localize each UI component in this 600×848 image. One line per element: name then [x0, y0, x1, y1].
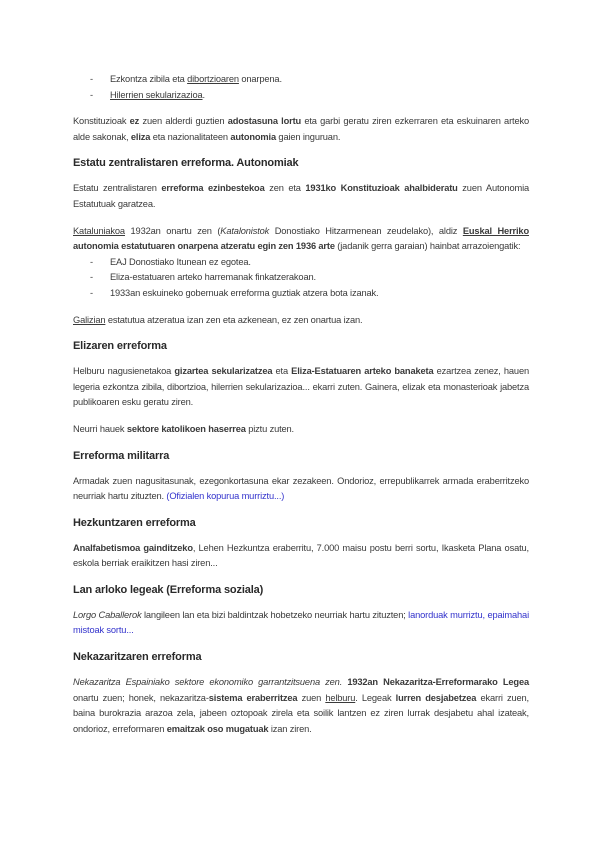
list-item: - Eliza-estatuaren arteko harremanak finkatzerakoan.	[73, 270, 529, 286]
list-item	[73, 72, 529, 88]
list-item: - 1933an eskuineko gobernuak erreforma guztiak atzera bota izanak.	[73, 286, 529, 302]
paragraph-konstituzioa: Konstituzioak ez zuen alderdi guztien adostasuna lortu eta garbi geratu ziren ezkerraren eta eskuinaren arteko alde sakonak, eliza eta nazionalitateen autonomia gaien inguruan.	[73, 116, 529, 142]
paragraph-eliza: Helburu nagusienetakoa gizartea sekularizatzea eta Eliza-Estatuaren arteko banaketa ezartzea zenez, hauen legeria ezkontza zibila, dibortzioa, hilerrien sekularizazioa... ekarri zuten. Gainera, elizak eta monasterioak jabetza publikoaren esku geratu ziren.	[73, 366, 529, 408]
paragraph-hezkuntza: Analfabetismoa gainditzeko, Lehen Hezkuntza eraberritu, 7.000 maisu postu berri sortu, Ikasketa Plana osatu, eskola berriak eraikitzen hasi ziren...	[73, 542, 529, 569]
list-item	[73, 88, 529, 104]
section-heading-lan: Lan arloko legeak (Erreforma soziala)	[73, 583, 264, 596]
ofizialen-note: (Ofizialen kopurua murriztu...)	[166, 491, 285, 502]
reform-list	[73, 72, 529, 103]
hilerri-link[interactable]: Hilerrien sekularizazioa	[110, 89, 203, 100]
section-heading-estatu: Estatu zentralistaren erreforma. Autonomiak	[73, 157, 299, 170]
paragraph-militarra: Armadak zuen nagusitasunak, ezegonkortasuna ekar zezakeen. Ondorioz, errepublikarrek armada eraberritzeko neurriak hartu zituzten. (Ofizialen kopurua murriztu...)	[73, 475, 529, 502]
galizia-link[interactable]: Galizian	[73, 314, 106, 325]
dibortzio-link[interactable]: dibortzioaren	[187, 74, 239, 84]
paragraph-lan: Lorgo Caballerok langileen lan eta bizi baldintzak hobetzeko neurriak hartu zituzten; lanorduak murriztu, epaimahai mistoak sortu...	[73, 609, 529, 636]
paragraph-nekazaritza: Nekazaritza Espainiako sektore ekonomiko garrantzitsuena zen. 1932an Nekazaritza-Erreformarako Legea onartu zuen; honek, nekazaritza-sistema eraberritzea zuen helburu. Legeak lurren desjabetzea ekarri zuen, baina burokrazia arazoa zela, jabeen oztopoak zirela eta soilik lantzen ez ziren lurrak desjabetu ahal izateak, ondorioz, erreformaren emaitzak oso mugatuak izan ziren.	[73, 677, 530, 734]
list-item-text: Ezkontza zibila eta	[110, 74, 188, 84]
paragraph-galizia: Galizian estatutua atzeratua izan zen eta azkenean, ez zen onartua izan.	[73, 314, 363, 325]
lanorduak-note: lanorduak murriztu, epaimahai mistoak sortu...	[73, 609, 529, 636]
list-item-text: .	[202, 89, 205, 100]
katalunia-link[interactable]: Kataluniakoa	[73, 225, 125, 236]
helburu-link[interactable]: helburu	[325, 692, 356, 703]
document-body	[73, 72, 529, 737]
section-heading-hezkuntza: Hezkuntzaren erreforma	[73, 516, 196, 529]
list-item: - EAJ Donostiako Itunean ez egotea.	[73, 255, 529, 271]
paragraph-neurriak: Neurri hauek sektore katolikoen haserrea piztu zuten.	[73, 423, 294, 434]
reasons-list	[73, 255, 529, 302]
section-heading-nekazaritza: Nekazaritzaren erreforma	[73, 651, 202, 664]
section-heading-militarra: Erreforma militarra	[73, 449, 170, 462]
list-item-text: onarpena.	[238, 74, 282, 84]
paragraph-estatu: Estatu zentralistaren erreforma ezinbestekoa zen eta 1931ko Konstituzioak ahalbideratu zuen Autonomia Estatutuak garatzea.	[73, 183, 530, 209]
paragraph-autonomia: Kataluniakoa 1932an onartu zen (Katalonistok Donostiako Hitzarmenean zeudelako), aldiz Euskal Herriko autonomia estatutuaren onarpena atzeratu egin zen 1936 arte (jadanik gerra garaian) hainbat arrazoiengatik:	[73, 225, 529, 252]
euskal-herria-link[interactable]: Euskal Herriko	[462, 225, 529, 236]
section-heading-eliza: Elizaren erreforma	[73, 340, 167, 353]
